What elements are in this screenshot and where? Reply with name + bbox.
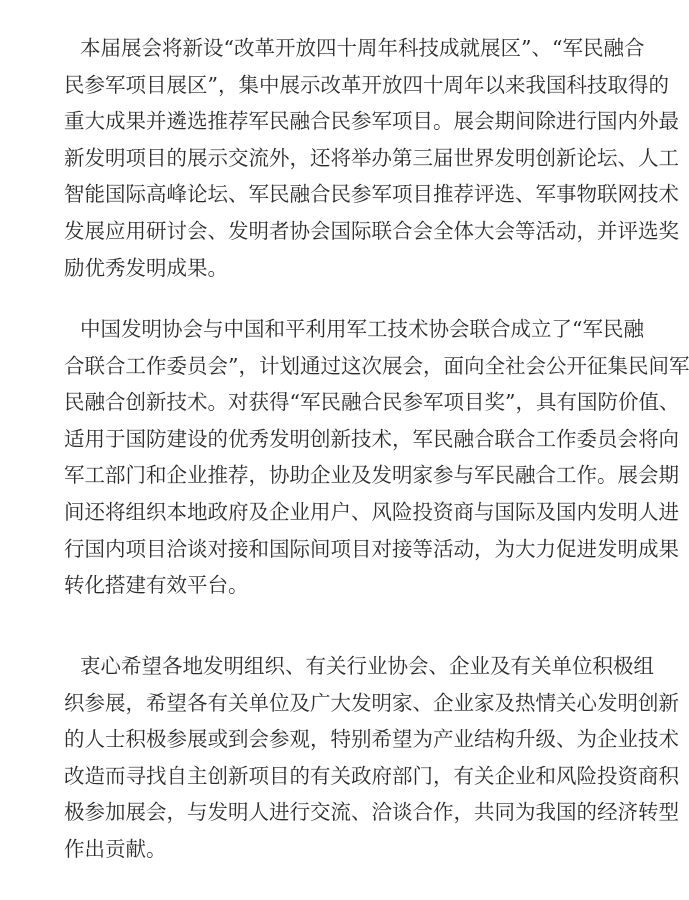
- text-line: 作出贡献。: [64, 836, 167, 861]
- text-line: 重大成果并遴选推荐军民融合民参军项目。展会期间除进行国内外最: [64, 109, 679, 134]
- paragraph-exhibition-zones: [64, 30, 679, 286]
- text-line: 行国内项目洽谈对接和国际间项目对接等活动，为大力促进发明成果: [64, 536, 679, 561]
- text-line: 衷心希望各地发明组织、有关行业协会、企业及有关单位积极组: [80, 654, 654, 678]
- paragraph-invitation: [64, 648, 679, 868]
- text-line: 适用于国防建设的优秀发明创新技术，军民融合联合工作委员会将向: [64, 426, 679, 451]
- text-line: 新发明项目的展示交流外，还将举办第三届世界发明创新论坛、人工: [64, 145, 679, 170]
- text-line: 军工部门和企业推荐，协助企业及发明家参与军民融合工作。展会期: [64, 463, 679, 488]
- text-line: 的人士积极参展或到会参观，特别希望为产业结构升级、为企业技术: [64, 727, 679, 752]
- text-line: 织参展，希望各有关单位及广大发明家、企业家及热情关心发明创新: [64, 690, 679, 715]
- text-line: 民融合创新技术。对获得“军民融合民参军项目奖”，具有国防价值、: [64, 390, 680, 415]
- text-line: 民参军项目展区”，集中展示改革开放四十周年以来我国科技取得的: [64, 72, 669, 97]
- text-line: 励优秀发明成果。: [64, 255, 228, 280]
- text-line: 极参加展会，与发明人进行交流、洽谈合作，共同为我国的经济转型: [64, 800, 679, 825]
- text-line: 间还将组织本地政府及企业用户、风险投资商与国际及国内发明人进: [64, 499, 679, 524]
- paragraph-committee: [64, 311, 689, 604]
- text-line: 改造而寻找自主创新项目的有关政府部门，有关企业和风险投资商积: [64, 763, 679, 788]
- text-line: 发展应用研讨会、发明者协会国际联合会全体大会等活动，并评选奖: [64, 218, 679, 243]
- text-line: 中国发明协会与中国和平利用军工技术协会联合成立了“军民融: [80, 317, 644, 341]
- text-line: 本届展会将新设“改革开放四十周年科技成就展区”、“军民融合: [80, 36, 645, 60]
- text-line: 转化搭建有效平台。: [64, 573, 249, 598]
- text-line: 智能国际高峰论坛、军民融合民参军项目推荐评选、军事物联网技术: [64, 182, 679, 207]
- text-line: 合联合工作委员会”，计划通过这次展会，面向全社会公开征集民间军: [64, 353, 689, 378]
